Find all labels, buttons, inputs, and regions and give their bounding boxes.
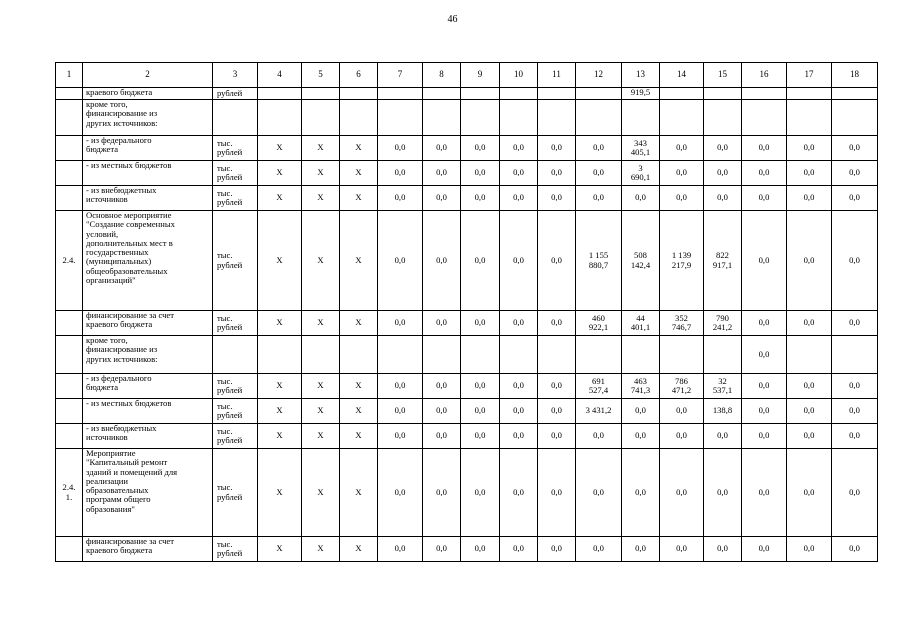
value-cell — [423, 88, 461, 100]
unit-cell: тыс. рублей — [213, 211, 258, 311]
unit-cell: тыс. рублей — [213, 136, 258, 161]
value-cell: 0,0 — [423, 161, 461, 186]
table-row — [56, 399, 878, 424]
value-cell: 0,0 — [576, 449, 622, 537]
value-cell — [787, 336, 832, 374]
value-cell: 0,0 — [622, 537, 660, 562]
value-cell: 0,0 — [660, 161, 704, 186]
header-cell: 15 — [704, 63, 742, 88]
value-cell: X — [302, 424, 340, 449]
value-cell: 0,0 — [500, 186, 538, 211]
value-cell — [538, 336, 576, 374]
value-cell: 790 241,2 — [704, 311, 742, 336]
header-cell: 11 — [538, 63, 576, 88]
value-cell: 0,0 — [832, 537, 878, 562]
description-cell: - из внебюджетных источников — [83, 186, 213, 211]
value-cell: 691 527,4 — [576, 374, 622, 399]
value-cell: 0,0 — [704, 186, 742, 211]
value-cell — [258, 88, 302, 100]
value-cell: 0,0 — [500, 399, 538, 424]
value-cell: X — [258, 449, 302, 537]
value-cell: 0,0 — [832, 186, 878, 211]
value-cell: 0,0 — [742, 161, 787, 186]
value-cell: 0,0 — [423, 211, 461, 311]
unit-cell: тыс. рублей — [213, 537, 258, 562]
value-cell: X — [258, 424, 302, 449]
value-cell: 0,0 — [538, 136, 576, 161]
value-cell — [576, 336, 622, 374]
value-cell: 3 431,2 — [576, 399, 622, 424]
header-cell: 4 — [258, 63, 302, 88]
value-cell: 0,0 — [500, 136, 538, 161]
description-cell: - из федерального бюджета — [83, 136, 213, 161]
row-number-cell — [56, 311, 83, 336]
row-number-cell — [56, 100, 83, 136]
header-cell: 17 — [787, 63, 832, 88]
row-number-cell — [56, 424, 83, 449]
value-cell — [538, 88, 576, 100]
value-cell: 0,0 — [378, 311, 423, 336]
value-cell: 0,0 — [742, 311, 787, 336]
value-cell: 0,0 — [832, 424, 878, 449]
value-cell: 0,0 — [538, 186, 576, 211]
value-cell: 508 142,4 — [622, 211, 660, 311]
value-cell — [576, 100, 622, 136]
description-cell: - из местных бюджетов — [83, 161, 213, 186]
value-cell — [787, 88, 832, 100]
value-cell: 0,0 — [660, 449, 704, 537]
description-cell: - из местных бюджетов — [83, 399, 213, 424]
budget-table — [55, 62, 878, 562]
value-cell: 1 155 880,7 — [576, 211, 622, 311]
header-cell: 5 — [302, 63, 340, 88]
value-cell — [258, 336, 302, 374]
header-cell: 6 — [340, 63, 378, 88]
header-cell: 1 — [56, 63, 83, 88]
value-cell: 0,0 — [622, 399, 660, 424]
value-cell: 0,0 — [622, 186, 660, 211]
header-cell: 3 — [213, 63, 258, 88]
value-cell: 0,0 — [832, 399, 878, 424]
header-cell: 13 — [622, 63, 660, 88]
value-cell: X — [340, 186, 378, 211]
description-cell: - из внебюджетных источников — [83, 424, 213, 449]
header-row — [56, 63, 878, 88]
value-cell: 0,0 — [461, 399, 500, 424]
value-cell: 0,0 — [787, 399, 832, 424]
value-cell: X — [340, 211, 378, 311]
value-cell: 0,0 — [378, 211, 423, 311]
value-cell: 0,0 — [461, 424, 500, 449]
value-cell: 0,0 — [787, 136, 832, 161]
value-cell: 0,0 — [461, 136, 500, 161]
header-cell: 7 — [378, 63, 423, 88]
value-cell: 0,0 — [742, 336, 787, 374]
value-cell — [302, 100, 340, 136]
value-cell: X — [302, 311, 340, 336]
value-cell: 0,0 — [576, 136, 622, 161]
value-cell — [660, 100, 704, 136]
header-cell: 2 — [83, 63, 213, 88]
value-cell: 0,0 — [378, 537, 423, 562]
description-cell: - из федерального бюджета — [83, 374, 213, 399]
value-cell: 0,0 — [423, 311, 461, 336]
value-cell — [461, 100, 500, 136]
value-cell: 0,0 — [742, 136, 787, 161]
value-cell: X — [302, 537, 340, 562]
value-cell: 0,0 — [742, 211, 787, 311]
value-cell — [787, 100, 832, 136]
value-cell: 0,0 — [832, 374, 878, 399]
table-row — [56, 311, 878, 336]
value-cell: 0,0 — [742, 399, 787, 424]
value-cell: 0,0 — [742, 449, 787, 537]
value-cell: X — [302, 136, 340, 161]
value-cell — [704, 336, 742, 374]
table-row — [56, 161, 878, 186]
value-cell: 0,0 — [660, 399, 704, 424]
description-cell: кроме того, финансирование из других источников: — [83, 100, 213, 136]
value-cell — [423, 336, 461, 374]
value-cell: X — [302, 449, 340, 537]
value-cell: 919,5 — [622, 88, 660, 100]
value-cell: 0,0 — [500, 537, 538, 562]
value-cell: 0,0 — [742, 424, 787, 449]
value-cell: 0,0 — [660, 186, 704, 211]
value-cell: 0,0 — [423, 374, 461, 399]
value-cell — [742, 88, 787, 100]
value-cell — [538, 100, 576, 136]
value-cell: 0,0 — [704, 537, 742, 562]
header-cell: 10 — [500, 63, 538, 88]
value-cell — [742, 100, 787, 136]
value-cell: 0,0 — [423, 424, 461, 449]
value-cell: 0,0 — [538, 211, 576, 311]
table-row — [56, 211, 878, 311]
value-cell: 0,0 — [660, 537, 704, 562]
value-cell: 460 922,1 — [576, 311, 622, 336]
value-cell — [258, 100, 302, 136]
value-cell — [461, 88, 500, 100]
value-cell: 0,0 — [538, 399, 576, 424]
unit-cell: тыс. рублей — [213, 161, 258, 186]
value-cell: X — [258, 211, 302, 311]
value-cell: 822 917,1 — [704, 211, 742, 311]
row-number-cell — [56, 537, 83, 562]
table-row — [56, 336, 878, 374]
value-cell: 0,0 — [423, 537, 461, 562]
value-cell: 0,0 — [538, 424, 576, 449]
description-cell: финансирование за счет краевого бюджета — [83, 311, 213, 336]
value-cell — [660, 336, 704, 374]
row-number-cell — [56, 336, 83, 374]
table-row — [56, 449, 878, 537]
value-cell: 0,0 — [742, 537, 787, 562]
row-number-cell — [56, 186, 83, 211]
value-cell: X — [258, 374, 302, 399]
value-cell: 0,0 — [576, 161, 622, 186]
table-row — [56, 374, 878, 399]
value-cell: 0,0 — [576, 186, 622, 211]
value-cell: 0,0 — [378, 374, 423, 399]
value-cell — [500, 100, 538, 136]
unit-cell: тыс. рублей — [213, 449, 258, 537]
value-cell: 0,0 — [832, 136, 878, 161]
table-row — [56, 136, 878, 161]
value-cell — [340, 88, 378, 100]
value-cell: 0,0 — [423, 449, 461, 537]
value-cell — [622, 100, 660, 136]
value-cell: 0,0 — [500, 449, 538, 537]
value-cell: X — [340, 136, 378, 161]
value-cell: 0,0 — [742, 186, 787, 211]
value-cell: 0,0 — [538, 537, 576, 562]
value-cell — [500, 88, 538, 100]
value-cell — [461, 336, 500, 374]
value-cell: 0,0 — [787, 537, 832, 562]
table-row — [56, 100, 878, 136]
value-cell: 0,0 — [787, 424, 832, 449]
header-cell: 9 — [461, 63, 500, 88]
value-cell: 0,0 — [660, 136, 704, 161]
description-cell: Основное мероприятие "Создание современных условий, дополнительных мест в государственных (муниципальных) общеобразовательных организаций" — [83, 211, 213, 311]
value-cell: 0,0 — [538, 449, 576, 537]
table-row — [56, 537, 878, 562]
value-cell: X — [258, 136, 302, 161]
value-cell — [302, 336, 340, 374]
value-cell: X — [302, 186, 340, 211]
value-cell — [340, 100, 378, 136]
value-cell: 0,0 — [704, 136, 742, 161]
description-cell: краевого бюджета — [83, 88, 213, 100]
row-number-cell — [56, 161, 83, 186]
value-cell: 0,0 — [461, 537, 500, 562]
value-cell: X — [302, 399, 340, 424]
value-cell: 463 741,3 — [622, 374, 660, 399]
value-cell: X — [340, 449, 378, 537]
value-cell: X — [302, 211, 340, 311]
row-number-cell — [56, 374, 83, 399]
value-cell: 0,0 — [378, 161, 423, 186]
value-cell — [378, 88, 423, 100]
value-cell: X — [340, 424, 378, 449]
value-cell: 0,0 — [500, 374, 538, 399]
unit-cell: тыс. рублей — [213, 311, 258, 336]
unit-cell — [213, 336, 258, 374]
unit-cell: рублей — [213, 88, 258, 100]
value-cell — [500, 336, 538, 374]
value-cell: X — [302, 161, 340, 186]
value-cell: 0,0 — [787, 211, 832, 311]
value-cell — [302, 88, 340, 100]
row-number-cell: 2.4. — [56, 211, 83, 311]
value-cell: 0,0 — [500, 161, 538, 186]
row-number-cell: 2.4. 1. — [56, 449, 83, 537]
value-cell: 44 401,1 — [622, 311, 660, 336]
value-cell — [660, 88, 704, 100]
value-cell: X — [302, 374, 340, 399]
table-row — [56, 424, 878, 449]
header-cell: 16 — [742, 63, 787, 88]
value-cell: 0,0 — [787, 449, 832, 537]
description-cell: Мероприятие "Капитальный ремонт зданий и помещений для реализации образовательных программ общего образования" — [83, 449, 213, 537]
value-cell: 343 405,1 — [622, 136, 660, 161]
unit-cell: тыс. рублей — [213, 424, 258, 449]
value-cell: 0,0 — [622, 424, 660, 449]
value-cell — [832, 88, 878, 100]
value-cell: 0,0 — [461, 161, 500, 186]
value-cell — [423, 100, 461, 136]
value-cell — [832, 100, 878, 136]
value-cell: X — [258, 399, 302, 424]
value-cell — [704, 100, 742, 136]
value-cell: 0,0 — [538, 374, 576, 399]
unit-cell: тыс. рублей — [213, 399, 258, 424]
value-cell — [832, 336, 878, 374]
value-cell: 0,0 — [742, 374, 787, 399]
value-cell: X — [340, 399, 378, 424]
value-cell: 1 139 217,9 — [660, 211, 704, 311]
value-cell: 0,0 — [378, 399, 423, 424]
value-cell: 0,0 — [378, 186, 423, 211]
value-cell: 0,0 — [378, 424, 423, 449]
value-cell: 0,0 — [787, 374, 832, 399]
value-cell — [340, 336, 378, 374]
value-cell — [704, 88, 742, 100]
header-cell: 8 — [423, 63, 461, 88]
value-cell: X — [258, 186, 302, 211]
value-cell: 0,0 — [423, 136, 461, 161]
value-cell: 0,0 — [461, 449, 500, 537]
value-cell: 0,0 — [538, 311, 576, 336]
table-row — [56, 186, 878, 211]
description-cell: финансирование за счет краевого бюджета — [83, 537, 213, 562]
value-cell: 0,0 — [832, 311, 878, 336]
value-cell: 0,0 — [787, 186, 832, 211]
unit-cell: тыс. рублей — [213, 374, 258, 399]
value-cell: 0,0 — [461, 374, 500, 399]
value-cell — [378, 100, 423, 136]
value-cell: X — [340, 374, 378, 399]
value-cell: 0,0 — [787, 161, 832, 186]
value-cell: 0,0 — [832, 161, 878, 186]
value-cell: 786 471,2 — [660, 374, 704, 399]
value-cell: 352 746,7 — [660, 311, 704, 336]
value-cell: X — [340, 537, 378, 562]
value-cell: 0,0 — [576, 424, 622, 449]
row-number-cell — [56, 136, 83, 161]
value-cell — [576, 88, 622, 100]
value-cell: 0,0 — [704, 449, 742, 537]
unit-cell: тыс. рублей — [213, 186, 258, 211]
value-cell: 0,0 — [832, 211, 878, 311]
value-cell: 0,0 — [832, 449, 878, 537]
value-cell: 0,0 — [500, 311, 538, 336]
header-cell: 18 — [832, 63, 878, 88]
value-cell: 0,0 — [461, 186, 500, 211]
value-cell: 0,0 — [704, 424, 742, 449]
header-cell: 14 — [660, 63, 704, 88]
value-cell: 0,0 — [423, 399, 461, 424]
value-cell: 138,8 — [704, 399, 742, 424]
value-cell: X — [258, 311, 302, 336]
row-number-cell — [56, 399, 83, 424]
value-cell: 0,0 — [461, 311, 500, 336]
value-cell: 0,0 — [500, 424, 538, 449]
value-cell: 0,0 — [378, 136, 423, 161]
value-cell: X — [258, 161, 302, 186]
value-cell: X — [340, 311, 378, 336]
table-row — [56, 88, 878, 100]
page-number: 46 — [447, 14, 458, 25]
value-cell — [622, 336, 660, 374]
value-cell: X — [340, 161, 378, 186]
description-cell: кроме того, финансирование из других источников: — [83, 336, 213, 374]
value-cell: 32 537,1 — [704, 374, 742, 399]
value-cell: 0,0 — [378, 449, 423, 537]
value-cell: 0,0 — [461, 211, 500, 311]
value-cell — [378, 336, 423, 374]
value-cell: 0,0 — [538, 161, 576, 186]
value-cell: 0,0 — [622, 449, 660, 537]
unit-cell — [213, 100, 258, 136]
value-cell: 0,0 — [576, 537, 622, 562]
header-cell: 12 — [576, 63, 622, 88]
value-cell: 0,0 — [660, 424, 704, 449]
value-cell: X — [258, 537, 302, 562]
value-cell: 0,0 — [423, 186, 461, 211]
value-cell: 0,0 — [704, 161, 742, 186]
value-cell: 0,0 — [500, 211, 538, 311]
value-cell: 3 690,1 — [622, 161, 660, 186]
value-cell: 0,0 — [787, 311, 832, 336]
row-number-cell — [56, 88, 83, 100]
